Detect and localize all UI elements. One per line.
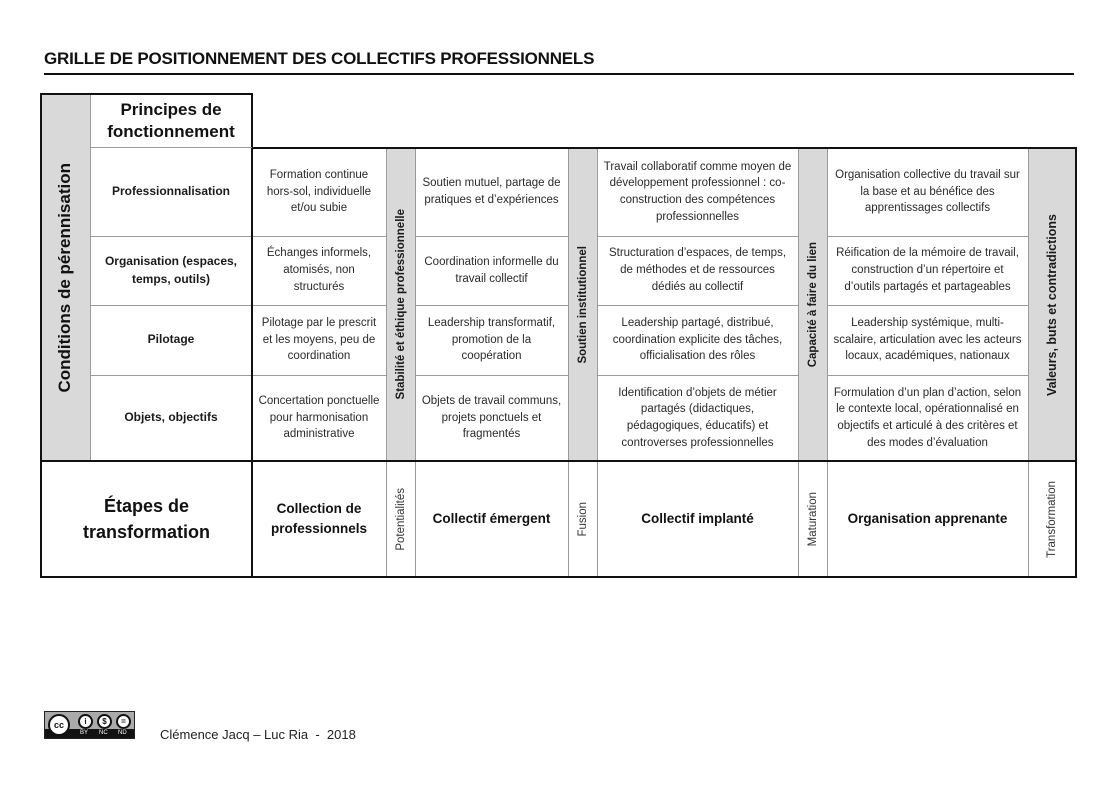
grid-line xyxy=(827,148,828,577)
border xyxy=(1075,147,1077,578)
title-rule xyxy=(44,73,1074,75)
grid-line xyxy=(90,305,386,306)
grid-cell: Formulation d’un plan d’action, selon le contexte local, opérationnalisé en objectifs et articulé à des critères et des modes d’évaluation xyxy=(833,386,1022,449)
nd-icon: = xyxy=(116,714,131,729)
stage-emergent: Collectif émergent xyxy=(432,511,551,527)
border xyxy=(251,93,253,578)
grid-cell: Identification d’objets de métier partagés (didactiques, pédagogiques, éducatifs) et controverses professionnelles xyxy=(618,386,777,449)
grid-line xyxy=(415,148,416,577)
transition-fusion: Fusion xyxy=(576,501,589,537)
grid-line xyxy=(597,148,598,577)
stage-apprenante: Organisation apprenante xyxy=(847,511,1008,527)
grid-line xyxy=(90,147,252,148)
document-title: GRILLE DE POSITIONNEMENT DES COLLECTIFS PROFESSIONNELS xyxy=(44,49,595,68)
grid-line xyxy=(597,375,798,376)
grid-line xyxy=(597,236,798,237)
grid-line xyxy=(798,148,799,577)
transition-potentialites: Potentialités xyxy=(394,487,407,551)
row-label-objets: Objets, objectifs xyxy=(124,410,218,425)
grid-line xyxy=(90,375,386,376)
grid-cell: Réification de la mémoire de travail, construction d’un répertoire et d’outils partagés et partageables xyxy=(836,247,1019,293)
row-label-organisation: Organisation (espaces, temps, outils) xyxy=(104,254,238,286)
grid-cell: Structuration d’espaces, de temps, de méthodes et de ressources dédiés au collectif xyxy=(608,247,787,293)
grid-line xyxy=(827,375,1028,376)
grid-line xyxy=(90,236,386,237)
grid-cell: Formation continue hors-sol, individuelle et/ou subie xyxy=(266,168,372,215)
transition-maturation: Maturation xyxy=(806,491,819,547)
grid-cell: Leadership partagé, distribué, coordination explicite des tâches, officialisation des rôles xyxy=(612,316,783,363)
border xyxy=(251,147,1077,149)
grid-cell: Pilotage par le prescrit et les moyens, peu de coordination xyxy=(261,316,377,363)
grid-cell: Objets de travail communs, projets ponctuels et fragmentés xyxy=(421,394,562,441)
grid-cell: Concertation ponctuelle pour harmonisation administrative xyxy=(258,394,380,441)
row-label-pilotage: Pilotage xyxy=(147,332,195,347)
grid-cell: Soutien mutuel, partage de pratiques et d’expériences xyxy=(422,177,561,206)
border xyxy=(40,576,1077,578)
left-axis xyxy=(41,94,90,461)
cc-logo-icon: cc xyxy=(48,714,70,736)
grid-line xyxy=(1028,148,1029,577)
grid-cell: Coordination informelle du travail collectif xyxy=(424,255,559,285)
grid-line xyxy=(827,236,1028,237)
border xyxy=(40,460,1077,462)
grid-line xyxy=(415,236,568,237)
by-icon: i xyxy=(78,714,93,729)
left-axis-label: Conditions de pérennisation xyxy=(55,162,75,393)
grid-cell: Échanges informels, atomisés, non structurés xyxy=(266,247,372,293)
grid-line xyxy=(415,375,568,376)
grid-line xyxy=(415,305,568,306)
grid-line xyxy=(827,305,1028,306)
transition-transformation: Transformation xyxy=(1045,480,1058,558)
stage-implante: Collectif implanté xyxy=(641,511,754,527)
grid-cell: Travail collaboratif comme moyen de développement professionnel : co-construction des compétences professionnelles xyxy=(603,160,792,223)
grid-line xyxy=(90,94,91,461)
row-label-professionnalisation: Professionnalisation xyxy=(111,184,231,199)
border xyxy=(40,93,42,578)
principles-header: Principes de fonctionnement xyxy=(107,99,235,141)
stage-collection: Collection de professionnels xyxy=(270,501,368,536)
nc-icon: $ xyxy=(97,714,112,729)
cc-license-icon: cc i $ = BY NC ND xyxy=(44,711,135,739)
border xyxy=(40,93,253,95)
condition-stabilite: Stabilité et éthique professionnelle xyxy=(386,148,415,461)
grid-cell: Leadership systémique, multi-scalaire, articulation avec les acteurs locaux, académiques, nationaux xyxy=(833,316,1022,363)
grid-line xyxy=(568,148,569,577)
grid-cell: Leadership transformatif, promotion de la coopération xyxy=(427,316,556,363)
grid-line xyxy=(597,305,798,306)
grid-cell: Organisation collective du travail sur la base et au bénéfice des apprentissages collectifs xyxy=(835,168,1020,215)
condition-soutien: Soutien institutionnel xyxy=(568,148,597,461)
credit-text: Clémence Jacq – Luc Ria - 2018 xyxy=(160,727,356,742)
condition-capacite: Capacité à faire du lien xyxy=(798,148,827,461)
stages-header: Étapes de transformation xyxy=(82,495,210,542)
grid-line xyxy=(386,148,387,577)
condition-valeurs: Valeurs, buts et contradictions xyxy=(1028,148,1075,461)
